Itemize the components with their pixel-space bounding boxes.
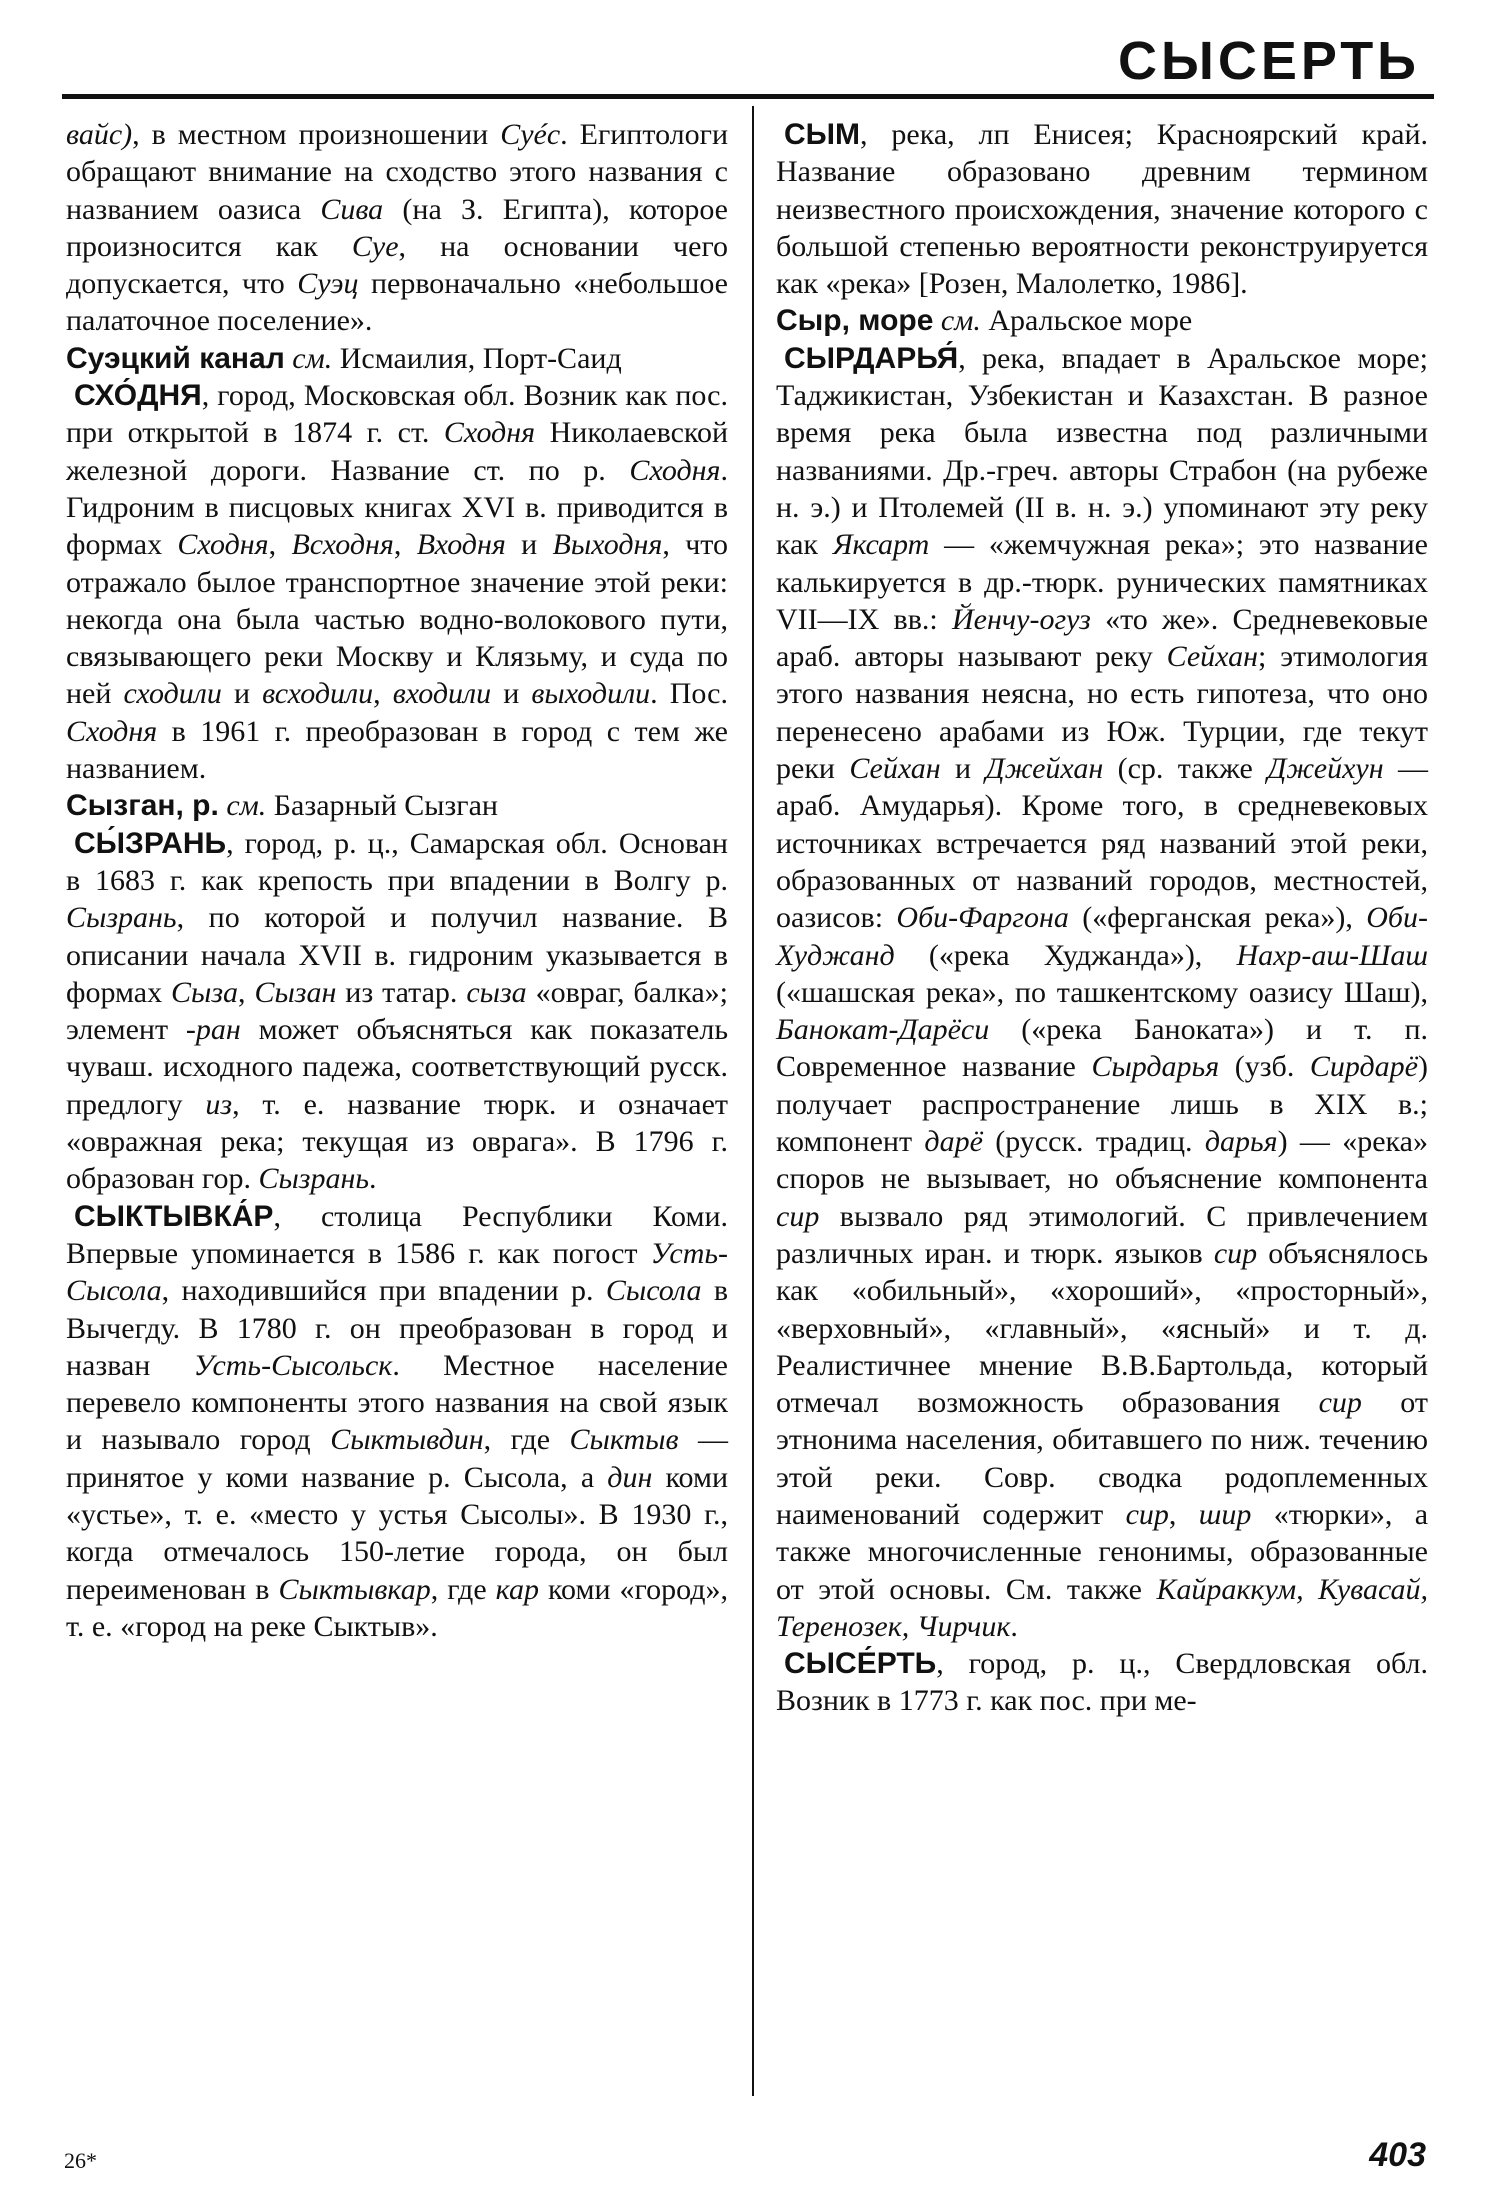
- entry-skhodnya: СХО́ДНЯ, город, Московская обл. Возник как пос. при открытой в 1874 г. ст. Сходня Николаевской железной дороги. Название ст. по р. Сходня. Гидроним в писцовых книгах XVI в. приводится в формах Сходня, Всходня, Входня и Выходня, что отражало былое транспортное значение этой реки: некогда она была частью водно-волокового пути, связывающего реки Москву и Клязьму, и суда по ней сходили и всходили, входили и выходили. Пос. Сходня в 1961 г. преобразован в город с тем же названием.: [66, 379, 728, 786]
- column-divider: [752, 106, 754, 2096]
- entry-suetskiy-kanal-ref: Суэцкий канал см. Исмаилия, Порт-Саид: [66, 341, 622, 375]
- header-rule: [62, 94, 1434, 99]
- entry-headword: СЫКТЫВКА́Р: [74, 1199, 274, 1233]
- entry-syzgan-ref: Сызган, р. см. Базарный Сызган: [66, 789, 498, 823]
- entry-headword: СЫСЕ́РТЬ: [784, 1647, 937, 1681]
- entry-headword: СЫ́ЗРАНЬ: [74, 826, 227, 860]
- entry-sym: СЫМ, река, лп Енисея; Красноярский край. Название образовано древним термином неизвестного происхождения, значение которого с большой степенью вероятности реконструируется как «река» [Розен, Малолетко, 1986].: [776, 118, 1428, 301]
- entry-sysert: СЫСЕ́РТЬ, город, р. ц., Свердловская обл. Возник в 1773 г. как пос. при ме-: [776, 1647, 1428, 1718]
- entry-syzran: СЫ́ЗРАНЬ, город, р. ц., Самарская обл. Основан в 1683 г. как крепость при впадении в Волгу р. Сызрань, по которой и получил название. В описании начала XVII в. гидроним указывается в формах Сыза, Сызан из татар. сыза «овраг, балка»; элемент -ран может объясняться как показатель чуваш. исходного падежа, соответствующий русск. предлогу из, т. е. название тюрк. и означает «овражная река; текущая из оврага». В 1796 г. образован гор. Сызрань.: [66, 826, 729, 1196]
- entry-headword: СЫМ: [784, 118, 861, 151]
- entry-syr-more-ref: Сыр, море см. Аральское море: [776, 304, 1193, 338]
- left-column: [66, 116, 728, 1645]
- entry-headword: СЫРДАРЬЯ́: [784, 341, 959, 375]
- entry-suets-continuation: вайс), в местном произношении Суéс. Египтологи обращают внимание на сходство этого названия с названием оазиса Сива (на З. Египта), которое произносится как Суе, на основании чего допускается, что Суэц первоначально «небольшое палаточное поселение».: [66, 118, 729, 338]
- entry-syrdarya: СЫРДАРЬЯ́, река, впадает в Аральское море; Таджикистан, Узбекистан и Казахстан. В разное время река была известна под различными названиями. Др.-греч. авторы Страбон (на рубеже н. э.) и Птолемей (II в. н. э.) упоминают эту реку как Яксарт — «жемчужная река»; это название калькируется в др.-тюрк. рунических памятниках VII—IX вв.: Йенчу-огуз «то же». Средневековые араб. авторы называют реку Сейхан; этимология этого названия неясна, но есть гипотеза, что оно перенесено арабами из Юж. Турции, где текут реки Сейхан и Джейхан (ср. также Джейхун — араб. Амударья). Кроме того, в средневековых источниках встречается ряд названий этой реки, образованных от названий городов, местностей, оазисов: Оби-Фаргона («ферганская река»), Оби-Худжанд («река Худжанда»), Нахр-аш-Шаш («шашская река», по ташкентскому оазису Шаш), Банокат-Дарёси («река Баноката») и т. п. Современное название Сырдарья (узб. Сирдарё) получает распространение лишь в XIX в.; компонент дарё (русск. традиц. дарья) — «река» споров не вызывает, но объяснение компонента сир вызвало ряд этимологий. С привлечением различных иран. и тюрк. языков сир объяснялось как «обильный», «хороший», «просторный», «верховный», «главный», «ясный» и т. д. Реалистичнее мнение В.В.Бартольда, который отмечал возможность образования сир от этнонима населения, обитавшего по ниж. течению этой реки. Совр. сводка родоплеменных наименований содержит сир, шир «тюрки», а также многочисленные генонимы, образованные от этой основы. См. также Кайраккум, Кувасай, Теренозек, Чирчик.: [776, 341, 1429, 1643]
- running-head: СЫСЕРТЬ: [1118, 31, 1420, 91]
- entry-headword: Сыр, море: [776, 304, 934, 338]
- page-number: 403: [1369, 2136, 1426, 2174]
- entry-syktyvkar: СЫКТЫВКА́Р, столица Республики Коми. Впервые упоминается в 1586 г. как погост Усть-Сысола, находившийся при впадении р. Сысола в Вычегду. В 1780 г. он преобразован в город и назван Усть-Сысольск. Местное население перевело компоненты этого названия на свой язык и называло город Сыктывдин, где Сыктыв — принятое у коми название р. Сысола, а дин коми «устье», т. е. «место у устья Сысолы». В 1930 г., когда отмечалось 150-летие города, он был переименован в Сыктывкар, где кар коми «город», т. е. «город на реке Сыктыв».: [66, 1199, 729, 1643]
- signature-mark: 26*: [64, 2148, 97, 2173]
- entry-headword: Суэцкий канал: [66, 341, 285, 375]
- right-column: [776, 116, 1428, 1720]
- entry-headword: Сызган, р.: [66, 789, 219, 823]
- entry-headword: СХО́ДНЯ: [74, 379, 202, 413]
